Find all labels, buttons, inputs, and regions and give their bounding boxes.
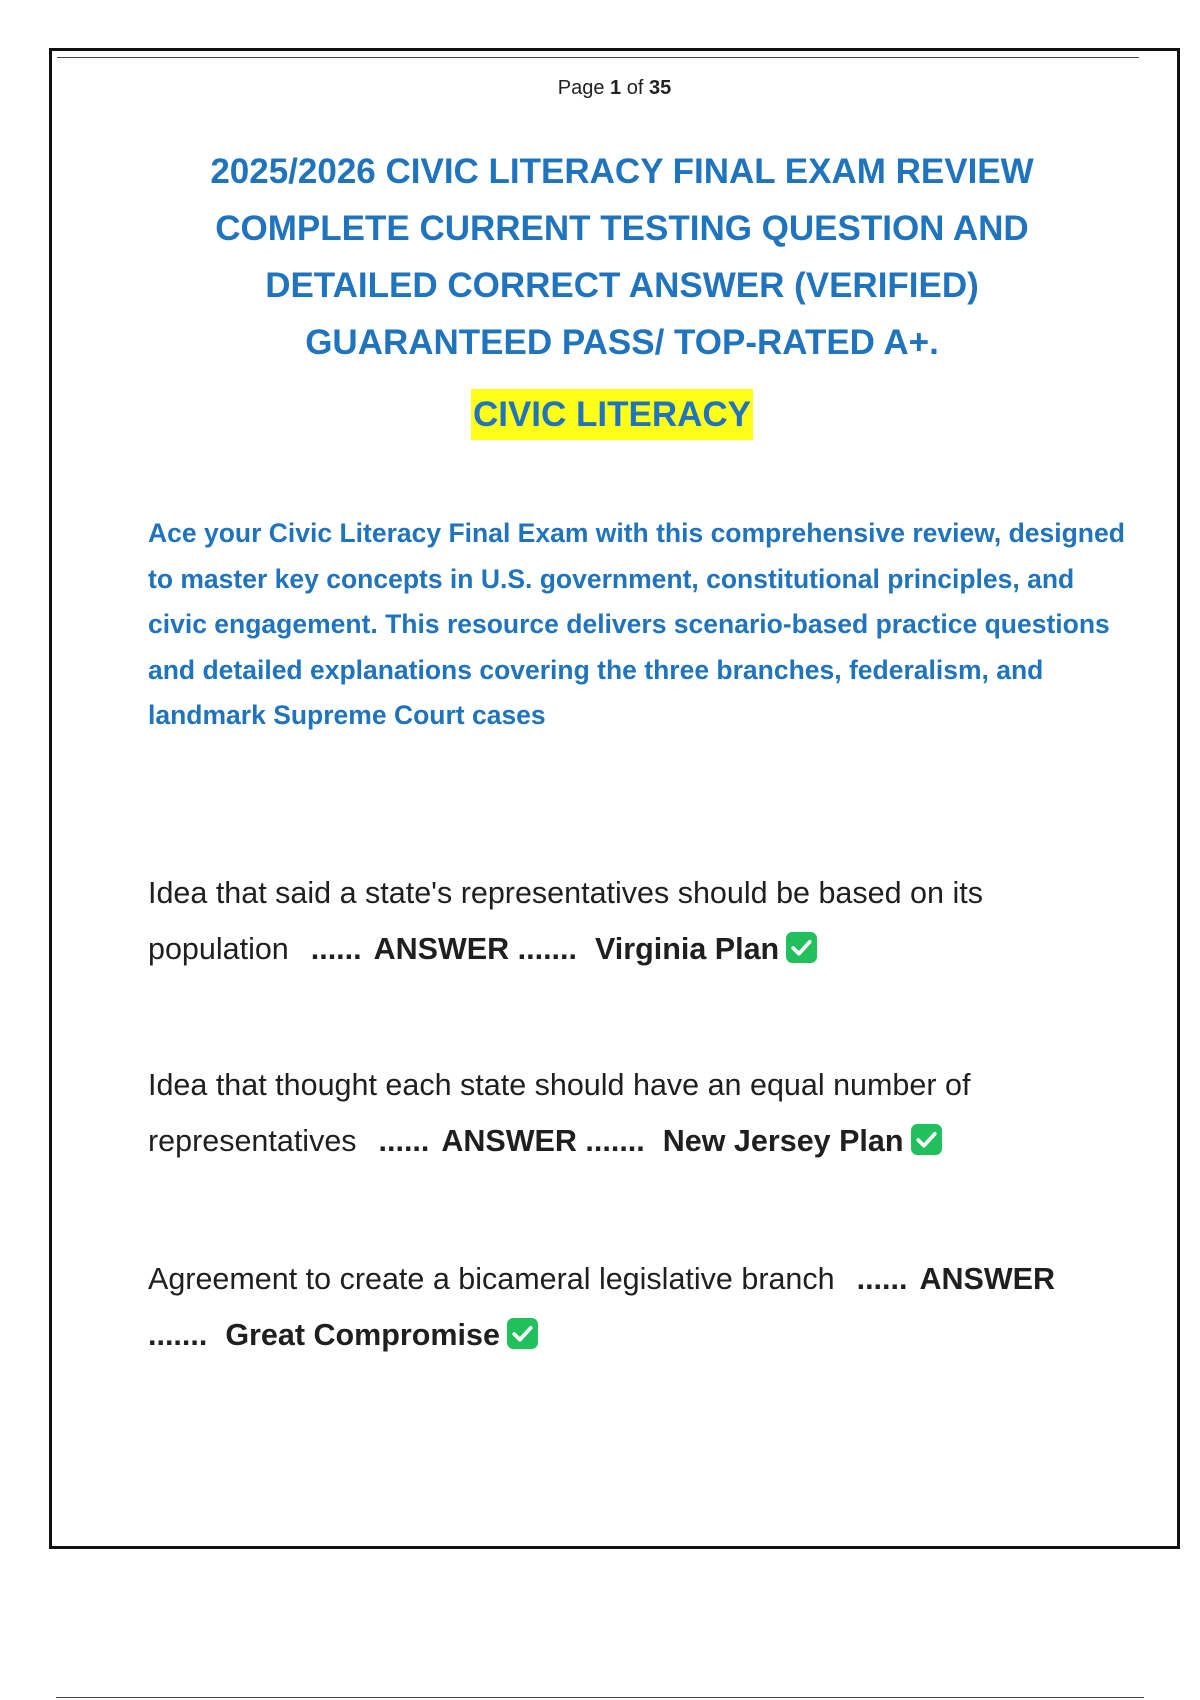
document-title [122,143,1122,371]
page-frame [49,48,1180,1549]
page-total: 35 [648,77,672,99]
question-text: Idea that thought each state should have an equal number of representatives [148,1068,971,1158]
page-prefix: Page [557,77,605,99]
question-text: Idea that said a state's representatives should be based on its population [148,876,983,966]
answer-label: ANSWER [373,932,510,966]
answer-text: New Jersey Plan [662,1124,904,1158]
page-current: 1 [610,77,622,99]
subject-badge: CIVIC LITERACY [471,389,753,440]
dots-after: ....... [517,932,577,966]
title-line: GUARANTEED PASS/ TOP-RATED A+. [305,323,939,362]
title-line: DETAILED CORRECT ANSWER (VERIFIED) [265,266,979,305]
qa-item [148,865,1148,977]
answer-text: Virginia Plan [594,932,780,966]
bottom-rule [56,1697,1144,1698]
dots-before: ...... [310,932,362,966]
dots-before: ...... [378,1124,430,1158]
answer-text: Great Compromise [225,1318,500,1352]
subject-heading [52,389,1177,440]
green-check-box-icon [910,1123,943,1156]
qa-item [148,1251,1148,1363]
dots-after: ....... [148,1318,208,1352]
title-line: 2025/2026 CIVIC LITERACY FINAL EXAM REVIEW [210,152,1034,191]
qa-item [148,1057,1148,1169]
dots-after: ....... [585,1124,645,1158]
intro-paragraph: Ace your Civic Literacy Final Exam with this comprehensive review, designed to master key concepts in U.S. government, constitutional principles, and civic engagement. This resource delivers scenario-based practice questions and detailed explanations covering the three branches, federalism, and landmark Supreme Court cases [148,518,1125,730]
question-text: Agreement to create a bicameral legislative branch [148,1262,835,1296]
green-check-box-icon [785,931,818,964]
page-of: of [626,77,644,99]
title-line: COMPLETE CURRENT TESTING QUESTION AND [215,209,1029,248]
dots-before: ...... [856,1262,908,1296]
page-indicator [52,77,1177,100]
top-rule [57,57,1139,58]
green-check-box-icon [506,1317,539,1350]
answer-label: ANSWER [441,1124,577,1158]
answer-label: ANSWER [919,1262,1056,1296]
